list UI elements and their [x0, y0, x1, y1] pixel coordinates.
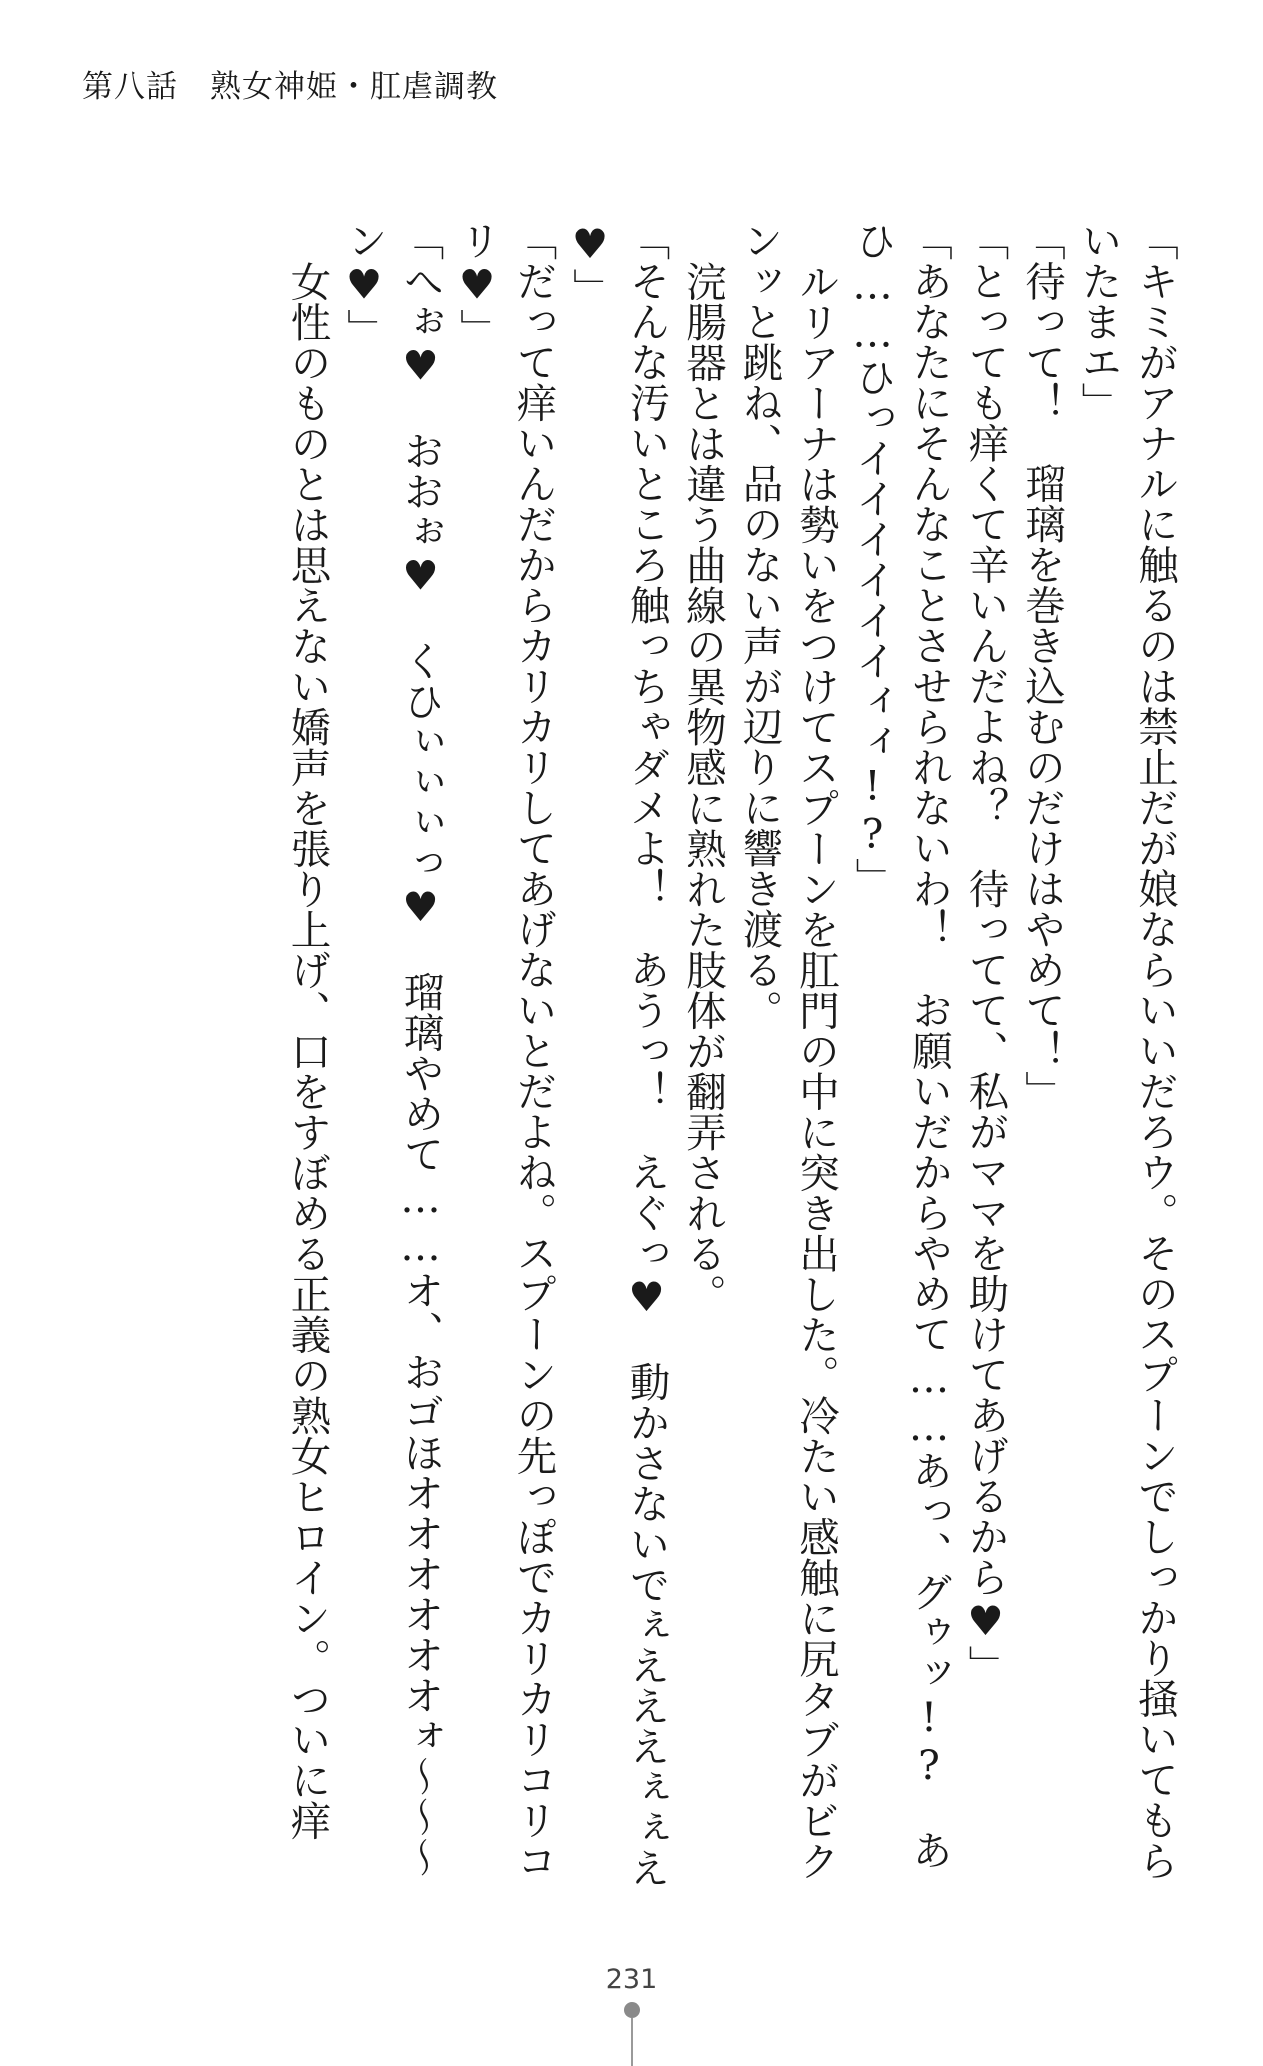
paragraph: 「とっても痒くて辛いんだよね？ 待ってて、私がママを助けてあげるから♥」 — [961, 220, 1010, 1686]
paragraph: 浣腸器とは違う曲線の異物感に熟れた肢体が翻弄される。 — [679, 260, 727, 1314]
paragraph: 「待って！ 瑠璃を巻き込むのだけはやめて！」 — [1018, 220, 1066, 1111]
paragraph: ルリアーナは勢いをつけてスプーンを肛門の中に突き出した。冷たい感触に尻タブがビクンッと跳ね、品のない声が辺りに響き渡る。 — [735, 220, 840, 1881]
page-marker-line — [631, 2018, 633, 2066]
paragraph: 「だって痒いんだからカリカリしてあげないとだよね。スプーンの先っぽでカリカリコリコリ♥」 — [453, 220, 558, 1881]
chapter-title: 熟女神姫・肛虐調教 — [210, 69, 498, 105]
running-head — [82, 69, 498, 105]
paragraph: 女性のものとは思えない嬌声を張り上げ、口をすぼめる正義の熟女ヒロイン。ついに痒 — [283, 260, 332, 1840]
page-number: 231 — [605, 1964, 658, 1995]
chapter-label: 第八話 — [82, 69, 178, 105]
paragraph: 「そんな汚いところ触っちゃダメよ！ あうっ！ えぐっ♥ 動かさないでぇえええぇぇえ♥」 — [566, 220, 671, 1888]
page-marker-dot — [624, 2002, 640, 2018]
body-text — [63, 220, 1183, 1900]
paragraph: 「へぉ♥ おおぉ♥ くひぃぃぃっ♥ 瑠璃やめて……オ、おゴほオオオオオオォ～～～ン♥」 — [340, 220, 445, 1878]
paragraph: 「キミがアナルに触るのは禁止だが娘ならいいだろウ。そのスプーンでしっかり掻いてもらいたまエ」 — [1074, 220, 1179, 1881]
paragraph: 「あなたにそんなことさせられないわ！ お願いだからやめて……あっ、グゥッ!? あひ……ひっイイイイイイィィ!?」 — [848, 220, 953, 1870]
